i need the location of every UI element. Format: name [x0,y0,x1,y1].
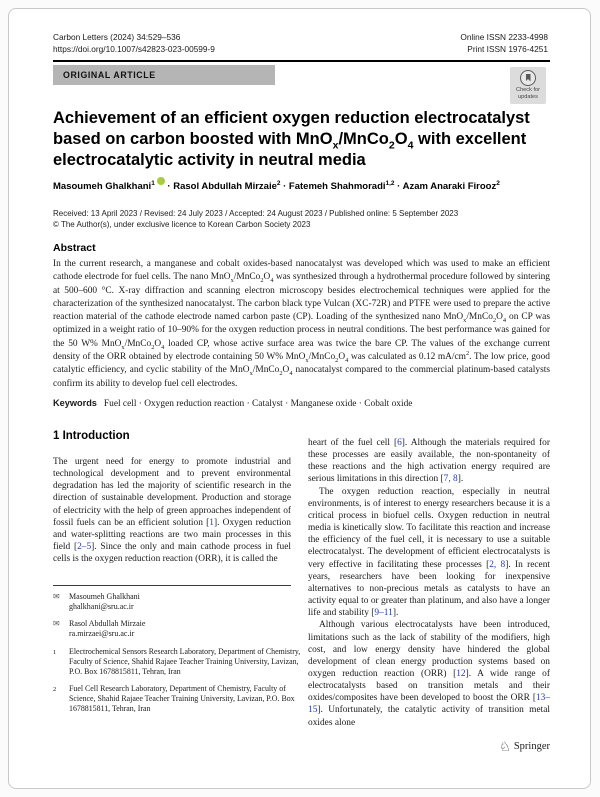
citation-ref[interactable]: 6 [397,438,402,448]
corresponding-author-email[interactable]: ra.mirzaei@sru.ac.ir [69,629,135,638]
affiliation-entry [53,684,301,715]
header-rule [53,60,550,62]
corresponding-authors-block [53,592,293,646]
author-list: Masoumeh Ghalkhani$^1$ · Rasol Abdullah Mirzaie$^2$ · Fatemeh Shahmoradi$^{1,2}$ · Azam Anaraki Firooz$^2$ [53,177,558,192]
corresponding-author-name: Rasol Abdullah Mirzaie [69,619,146,628]
corresponding-author-email[interactable]: ghalkhani@sru.ac.ir [69,602,134,611]
affiliation-number: 1 [53,649,57,656]
keywords-line [53,398,550,409]
intro-left-column: The urgent need for energy to promote industrial and technological development and to prevent environmental degradation has led the majority of scientific research in the direction of sustainable development. Production and storage of electricity with the help of green approaches independent of fossil fuels can be an efficient solution [1]. Oxygen reduction and water-splitting reactions are two main processes in this field [2–5]. Since the only and main cathode process in fuel cells is the oxygen reduction reaction (ORR), it is called the [53,457,291,565]
keywords-text: Fuel cell · Oxygen reduction reaction · Catalyst · Manganese oxide · Cobalt oxide [103,399,413,409]
affiliation-text: Fuel Cell Research Laboratory, Department of Chemistry, Faculty of Science, Shahid Rajaee Teacher Training University, Lavizan, P.O. Box 1678815811, Tehran, Iran [69,683,295,714]
footnote-separator [53,585,291,586]
email-entry-text [69,619,145,639]
springer-horse-icon: ♘ [499,739,511,754]
orcid-icon[interactable] [157,177,165,185]
issn-block [460,31,548,55]
springer-logo [499,740,550,753]
copyright-line: © The Author(s), under exclusive licence to Korean Carbon Society 2023 [53,219,311,229]
envelope-icon: ✉ [53,619,60,628]
affiliation-text: Electrochemical Sensors Research Laboratory, Department of Chemistry, Faculty of Science, Shahid Rajaee Teacher Training University, Lavizan, P.O. Box 1678815811, Tehran, Iran [69,647,301,677]
issn-online: Online ISSN 2233-4998 [460,32,548,42]
affiliation-entry [53,647,301,678]
intro-paragraph-3: Although various electrocatalysts have been introduced, limitations such as the lack of stability of the modifiers, high cost, and low energy density have hindered the global development of clean energy production systems based on oxygen reduction reaction (ORR) [12]. A wide range of electrocatalysts based on transition metals and their oxides/composites have been developed to boost the ORR [13–15]. Unfortunately, the catalytic activity of transition metal oxides alone [308,620,550,728]
received-revised-accepted-line: Received: 13 April 2023 / Revised: 24 July 2023 / Accepted: 24 August 2023 / Published online: 5 September 2023 [53,209,459,218]
email-entry [53,592,293,612]
affiliations-block [53,647,301,720]
intro-right-column [308,437,550,729]
section-heading-introduction: 1 Introduction [53,430,130,442]
abstract-heading: Abstract [53,242,96,254]
article-type-banner: ORIGINAL ARTICLE [53,65,275,85]
check-updates-label-2: updates [518,93,538,100]
abstract-body: In the current research, a manganese and cobalt oxides-based nanocatalyst was developed which was used to make an efficient cathode electrode for fuel cells. The nano $MnO_x/MnCo_2O_4$ was synthesized through a hydrothermal procedure followed by sintering at 500–600 °C. X-ray diffraction and scanning electron microscopy besides electrochemical techniques were applied for the characterization of the synthesized nanocatalyst. The carbon black type Vulcan (XC-72R) and PTFE were used to prepare the active reaction material of the cathode electrode named carbon paste (CP). Loading of the synthesized nano $MnO_x/MnCo_2O_4$ on CP was optimized in a weight ratio of 10–90% for the oxygen reduction process in neutral conditions. The best performance was gained for the 50 W% $MnO_x/MnCo_2O_4$ loaded CP, whose active surface area was twice the bare CP. The values of the exchange current density of the ORR obtained by electrode containing 50 W% $MnO_x/MnCo_2O_4$ was calculated as 0.12 $mA/cm^2$. The low price, good catalytic efficiency, and cyclic stability of the $MnO_x/MnCo_2O_4$ nanocatalyst compared to the commercial platinum-based catalysts confirm its ability to develop fuel cell electrodes. [53,259,550,389]
affiliation-number: 2 [53,685,57,693]
issn-print: Print ISSN 1976-4251 [467,44,548,54]
email-entry [53,619,293,639]
check-for-updates-badge[interactable] [510,67,546,104]
check-updates-label-1: Check for [516,87,540,93]
citation-ref[interactable]: 7, 8 [443,474,458,485]
publication-history [53,209,558,230]
citation-ref[interactable]: 2–5 [77,542,92,553]
corresponding-author-name: Masoumeh Ghalkhani [69,592,140,601]
article-title: Achievement of an efficient oxygen reduction electrocatalyst based on carbon boosted with $MnO_x/MnCo_2O_4$ with excellent electrocatalytic activity in neutral media [53,109,530,169]
citation-ref[interactable]: 9–11 [374,608,393,619]
intro-paragraph-2: The oxygen reduction reaction, especially in neutral environments, is of interest to energy researchers because it is a critical process in biofuel cells. Oxygen reduction in neutral media is kinetically slow. To facilitate this reaction and increase the efficiency of the fuel cell, it is necessary to use a suitable electrocatalyst. The development of efficient electrocatalysts is very effective in facilitating these processes [2, 8]. In recent years, researchers have been looking for inexpensive alternatives to non-precious metals as catalysts to have an activity equal to or greater than platinum, and also have a longer life and stability [9–11]. [308,486,550,619]
citation-ref[interactable]: 2, 8 [489,559,506,570]
citation-ref[interactable]: 1 [209,517,214,528]
doi-link[interactable]: https://doi.org/10.1007/s42823-023-00599-9 [53,44,215,54]
intro-paragraph-1: heart of the fuel cell [6]. Although the materials required for these processes are easily available, the non-spontaneity of these reactions and the high activation energy required are serious limitations in this direction [7, 8]. [308,438,550,485]
keywords-label: Keywords [53,398,97,408]
citation-ref[interactable]: 12 [456,668,466,679]
envelope-icon: ✉ [53,592,60,601]
citation-ref[interactable]: 13–15 [308,693,550,716]
email-entry-text [69,592,140,612]
springer-wordmark: Springer [513,741,550,752]
bookmark-circle-icon [520,70,536,86]
journal-citation-block [53,31,215,55]
journal-citation: Carbon Letters (2024) 34:529–536 [53,32,181,42]
article-first-page [8,8,591,789]
